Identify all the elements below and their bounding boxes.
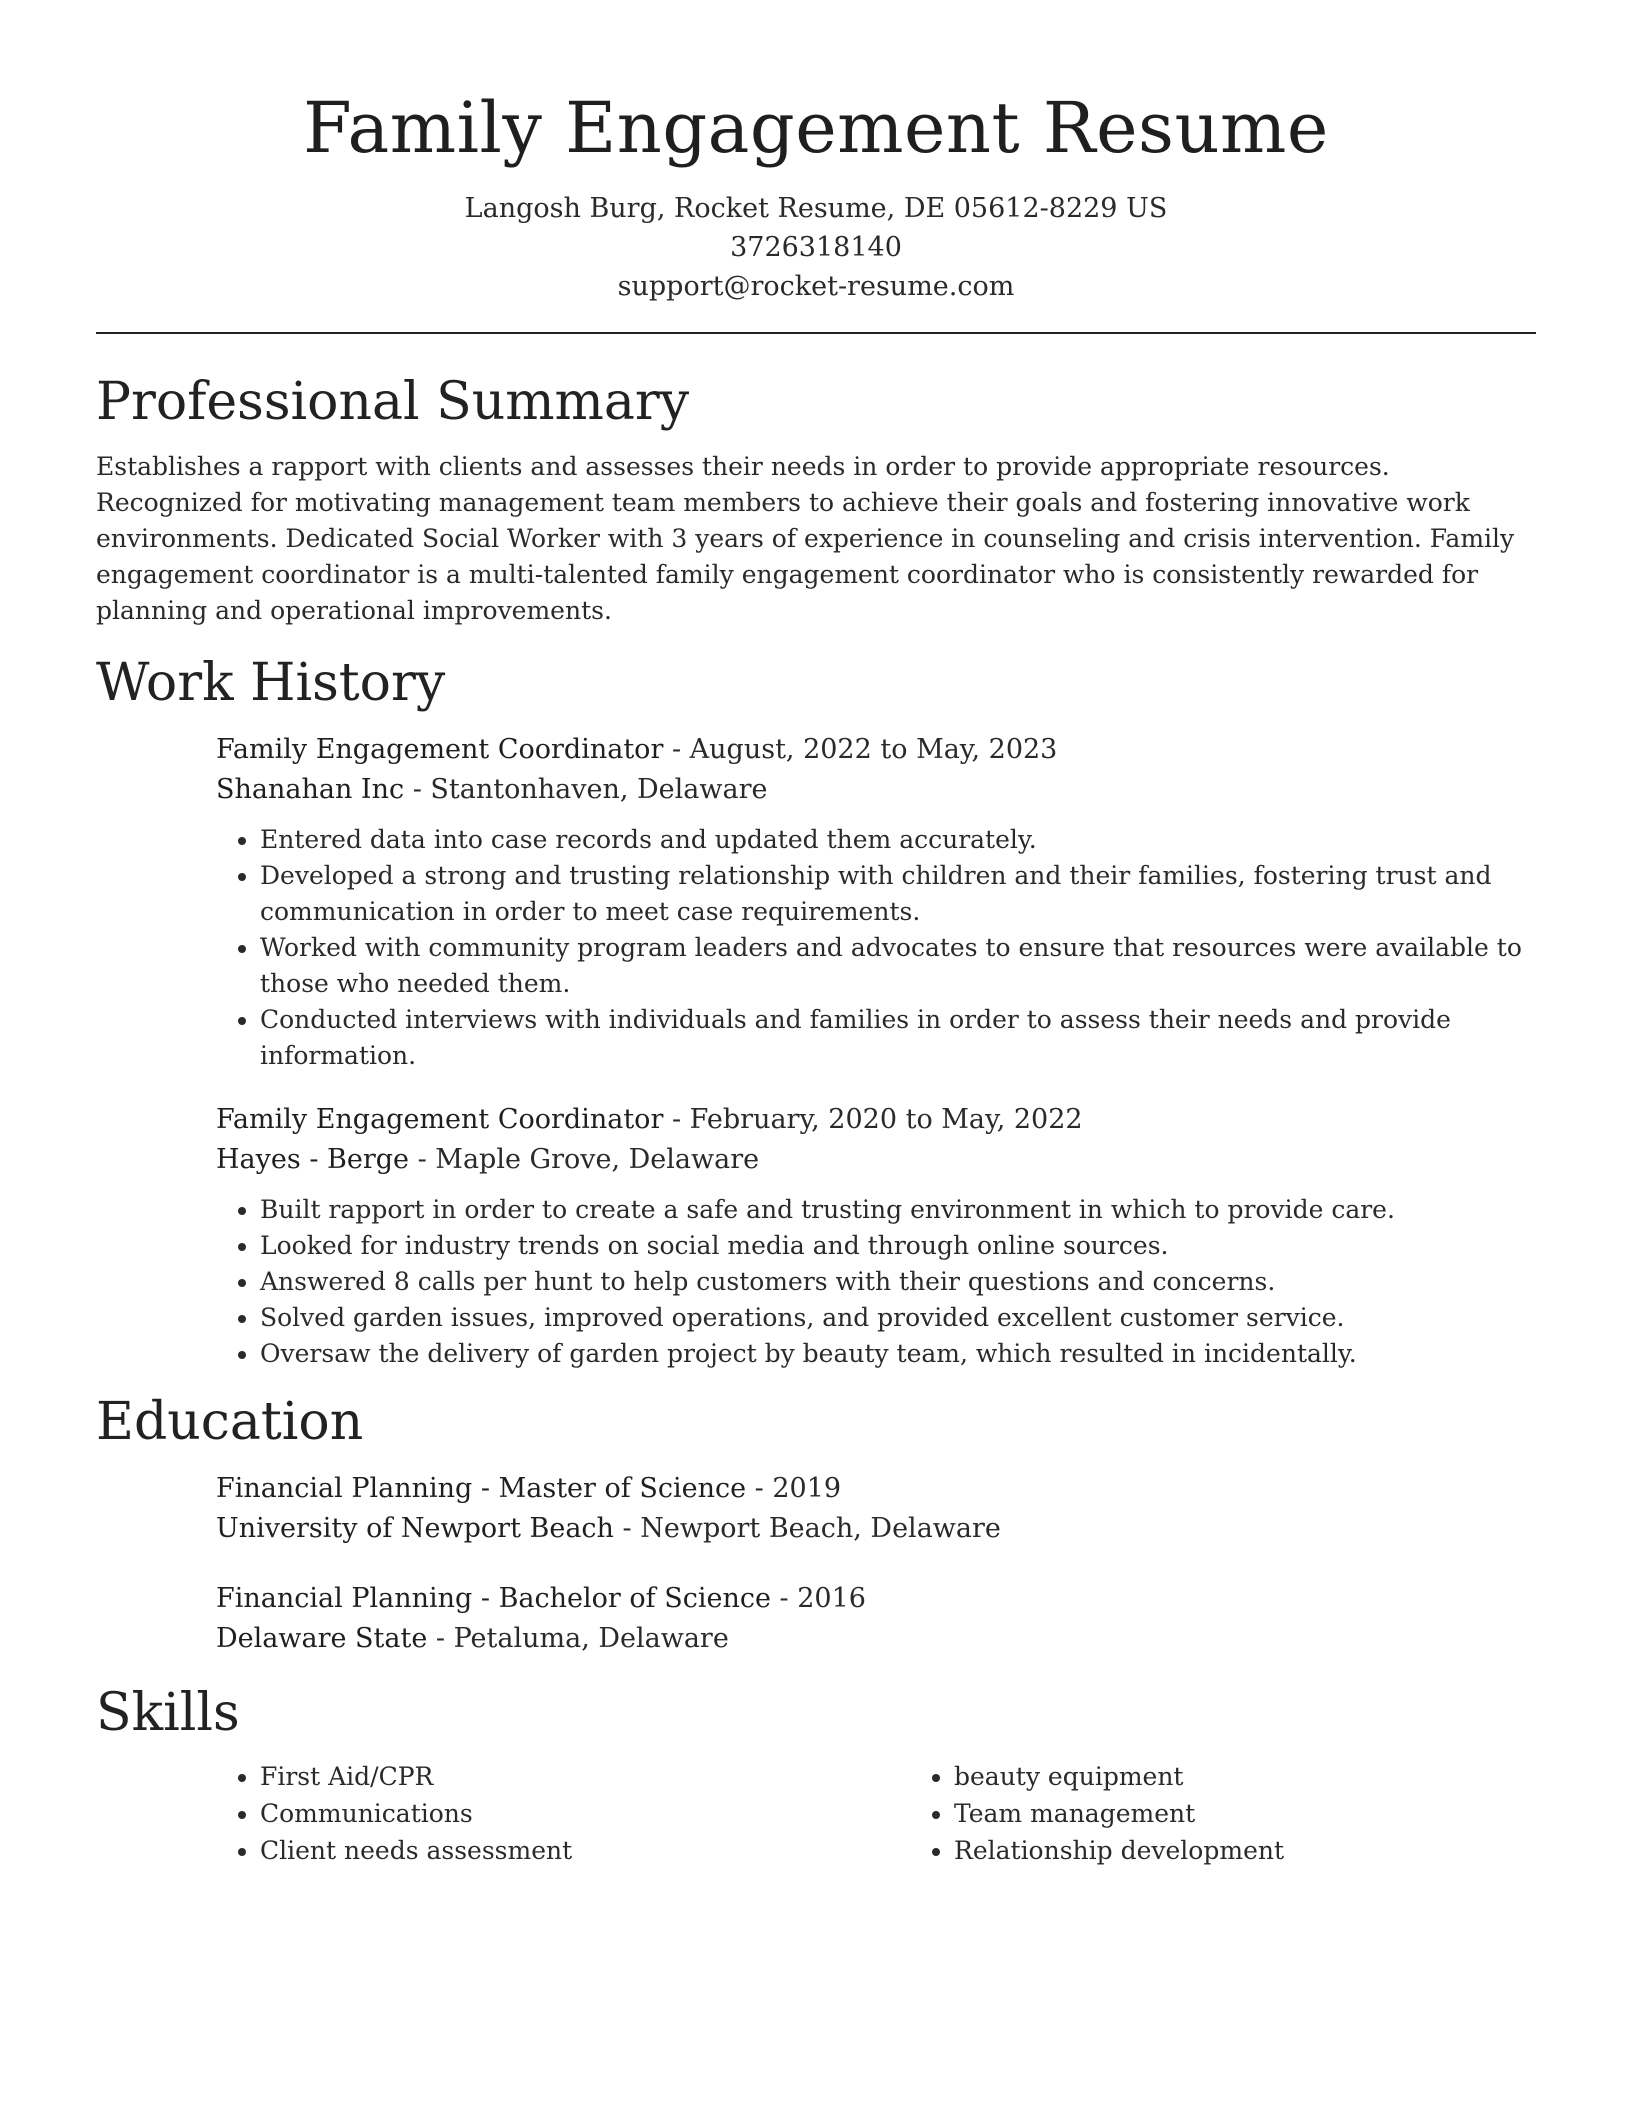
skills-section [96,1685,1536,1869]
job-bullet: • Developed a strong and trusting relationship with children and their families, fostering trust and communication in order to meet case requirements. [260,858,1536,930]
summary-heading: Professional Summary [96,371,690,432]
skills-list-right [910,1758,1510,1869]
summary-section [96,371,1536,629]
skill-item: • beauty equipment [954,1758,1510,1795]
resume-header [96,88,1536,306]
job-bullet-list [96,822,1536,1074]
contact-email: support@rocket-resume.com [617,270,1015,302]
resume-title: Family Engagement Resume [303,87,1329,169]
degree-year: - 2019 [746,1473,842,1505]
job-dates: - February, 2020 to May, 2022 [663,1103,1083,1135]
skill-item: • Relationship development [954,1832,1510,1869]
job-bullet: • Oversaw the delivery of garden project by beauty team, which resulted in incidentally. [260,1336,1536,1372]
summary-text: Establishes a rapport with clients and assesses their needs in order to provide appropriate resources. Recognized for motivating management team members to achieve their goals and fostering innovative work environments. Dedicated Social Worker with 3 years of experience in counseling and crisis intervention. Family engagement coordinator is a multi-talented family engagement coordinator who is consistently rewarded for planning and operational improvements. [96,451,1515,625]
job-location: - Maple Grove, Delaware [409,1143,760,1175]
skill-item: • Communications [260,1795,910,1832]
contact-address: Langosh Burg, Rocket Resume, DE 05612-8229 US [464,192,1168,224]
job-bullet: • Looked for industry trends on social media and through online sources. [260,1228,1536,1264]
skill-item: • First Aid/CPR [260,1758,910,1795]
job-role: Family Engagement Coordinator [216,1103,664,1135]
job-entry [216,1100,1536,1372]
school-location: - Petaluma, Delaware [427,1623,729,1655]
job-company: Shanahan Inc [216,773,405,805]
job-bullet: • Answered 8 calls per hunt to help customers with their questions and concerns. [260,1264,1536,1300]
job-dates: - August, 2022 to May, 2023 [663,733,1058,765]
education-entry [216,1579,1536,1659]
contact-phone: 3726318140 [730,231,902,263]
job-bullet: • Entered data into case records and updated them accurately. [260,822,1536,858]
degree-year: - 2016 [770,1583,866,1615]
education-entry [216,1469,1536,1549]
job-title-line [216,730,1536,770]
skill-item: • Team management [954,1795,1510,1832]
job-role: Family Engagement Coordinator [216,733,664,765]
job-company-line [216,770,1536,810]
job-company: Hayes - Berge [216,1143,410,1175]
job-bullet: • Solved garden issues, improved operations, and provided excellent customer service. [260,1300,1536,1336]
school-name: Delaware State [216,1623,428,1655]
skill-item: • Client needs assessment [260,1832,910,1869]
job-bullet: • Conducted interviews with individuals and families in order to assess their needs and provide information. [260,1002,1536,1074]
degree-line [216,1579,1536,1619]
work-history-heading: Work History [96,652,446,713]
work-history-section [96,652,1536,1372]
job-bullet: • Worked with community program leaders and advocates to ensure that resources were available to those who needed them. [260,930,1536,1002]
header-divider [96,332,1536,334]
job-title-line [216,1100,1536,1140]
education-section [96,1391,1536,1659]
skills-grid [96,1758,1536,1869]
job-entry [216,730,1536,1074]
skills-list-left [96,1758,910,1869]
school-location: - Newport Beach, Delaware [613,1513,1001,1545]
degree-name: Financial Planning - Master of Science [216,1473,747,1505]
degree-line [216,1469,1536,1509]
skills-heading: Skills [96,1683,240,1744]
education-heading: Education [96,1391,364,1452]
contact-block [96,189,1536,306]
school-name: University of Newport Beach [216,1513,614,1545]
job-bullet-list [96,1192,1536,1372]
job-bullet: • Built rapport in order to create a safe and trusting environment in which to provide care. [260,1192,1536,1228]
school-line [216,1619,1536,1659]
degree-name: Financial Planning - Bachelor of Science [216,1583,771,1615]
job-location: - Stantonhaven, Delaware [404,773,768,805]
school-line [216,1509,1536,1549]
job-company-line [216,1140,1536,1180]
